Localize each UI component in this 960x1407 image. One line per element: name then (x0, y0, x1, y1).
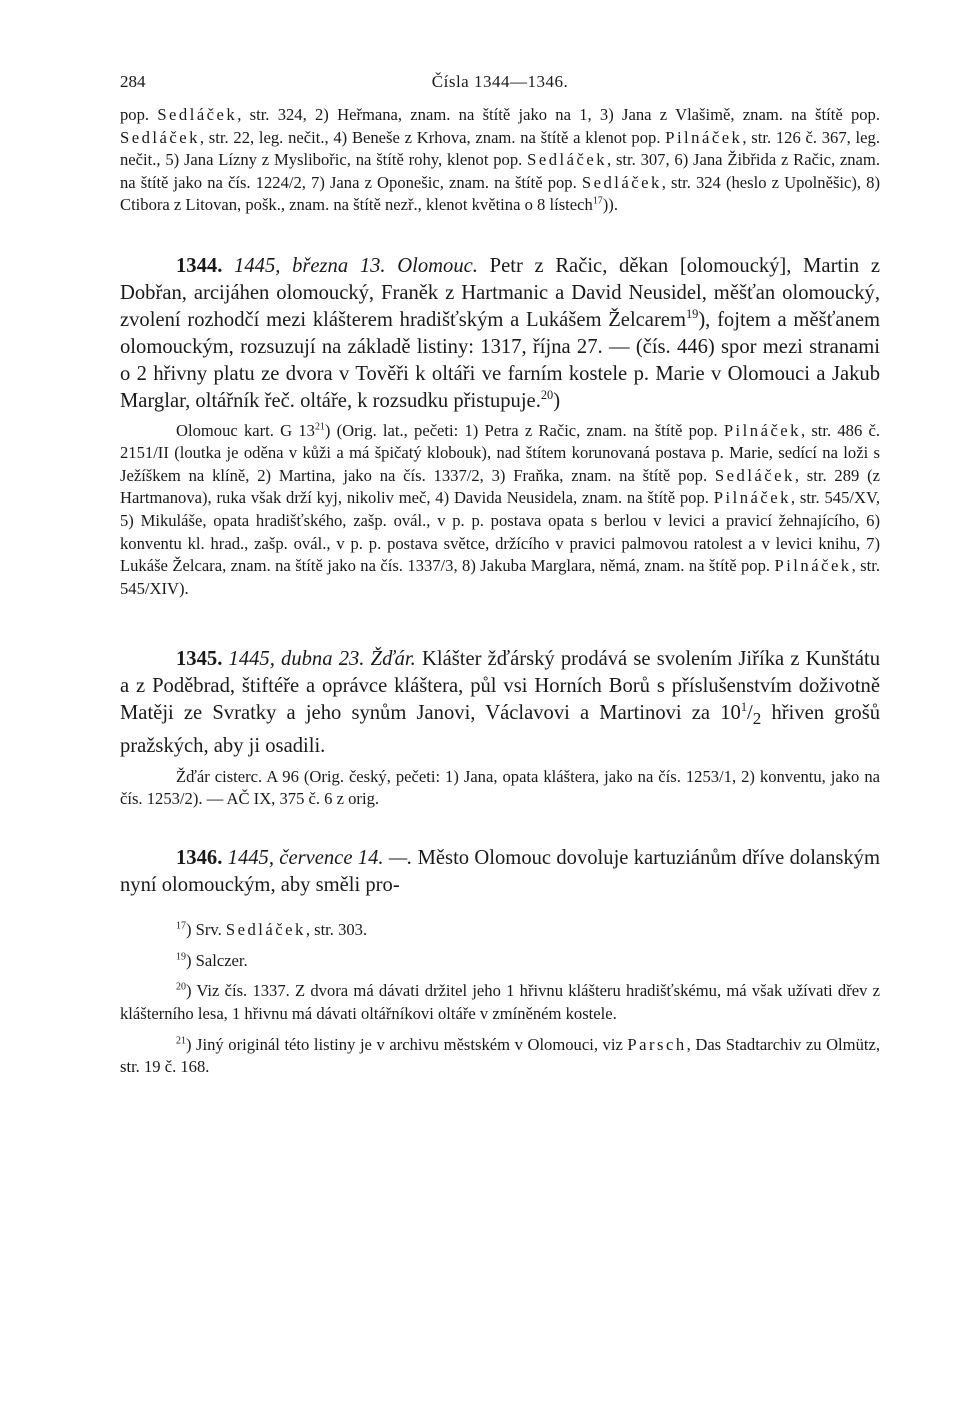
entry-1344-regest: 1344. 1445, března 13. Olomouc. Petr z Račic, děkan [olomoucký], Martin z Dobřan, arcijáhen olomoucký, Franěk z Hartmanic a David Neusidel, měšťan olomoucký, zvolení rozhodčí mezi klášterem hradišťským a Lukášem Želcarem$^{19}$), fojtem a měšťanem olomouckým, rozsuzují na základě listiny: 1317, října 27. — (čís. 446) spor mezi stranami o 2 hřivny platu ze dvora v Tověři k oltáři ve farním kostele p. Marie v Olomouci a Jakub Marglar, oltářník řeč. oltáře, k rozsudku přistupuje.$^{20}$) (120, 254, 881, 413)
footnote-mark: 17 (176, 920, 186, 932)
entry-date: 1445, července 14. —. (227, 846, 413, 869)
footnote-ref: 19 (685, 307, 699, 322)
author-name: Sedláček (225, 920, 306, 940)
footnote-ref: 17 (592, 195, 603, 207)
footnote: $^{17}$) Srv. Sedláček, str. 303. (176, 920, 368, 940)
document-page (120, 72, 880, 1087)
page-header (120, 72, 880, 102)
author-name: Sedláček (527, 150, 607, 170)
entry-date: 1445, dubna 23. Žďár. (228, 648, 416, 671)
footnote-mark: 19 (176, 951, 186, 963)
author-name: Sedláček (714, 465, 795, 485)
author-name: Pilnáček (665, 127, 743, 147)
footnote-ref: 20 (540, 388, 554, 403)
entry-1345-source: Žďár cisterc. A 96 (Orig. český, pečeti: 1) Jana, opata kláštera, jako na čís. 1253/1, 2) konventu, jako na čís. 1253/2). — AČ IX, 375 č. 6 z orig. (120, 766, 880, 809)
continued-seal-note: pop. Sedláček, str. 324, 2) Heřmana, znam. na štítě jako na 1, 3) Jana z Vlašimě, znam. na štítě pop. Sedláček, str. 22, leg. nečit., 4) Beneše z Krhova, znam. na štítě a klenot pop. Pilnáček, str. 126 č. 367, leg. nečit., 5) Jana Lízny z Myslibořic, na štítě rohy, klenot pop. Sedláček, str. 307, 6) Jana Žibřida z Račic, znam. na štítě jako na čís. 1224/2, 7) Jana z Oponešic, znam. na štítě pop. Sedláček, str. 324 (heslo z Upolněšic), 8) Ctibora z Litovan, pošk., znam. na štítě nezř., klenot květina o 8 lístech$^{17}$)). (120, 105, 880, 215)
author-name: Sedláček (581, 172, 662, 192)
running-title: Čísla 1344—1346. (431, 72, 569, 91)
entry-number: 1346. (176, 846, 223, 869)
author-name: Parsch (627, 1034, 687, 1054)
footnote: $^{19}$) Salczer. (176, 950, 248, 970)
author-name: Pilnáček (774, 556, 852, 576)
footnote: $^{20}$) Viz čís. 1337. Z dvora má dávati držitel jeho 1 hřivnu klášteru hradišťskému, má však užívati dřev z klášterního lesa, 1 hřivnu má dávati oltářníkovi oltáře v zmíněném kostele. (120, 981, 880, 1023)
footnote-ref: 21 (314, 421, 325, 432)
page-number: 284 (120, 72, 146, 91)
entry-1346-regest: 1346. 1445, července 14. —. Město Olomouc dovoluje kartuziánům dříve dolanským nyní olomouckým, aby směli pro- (120, 846, 880, 897)
footnote: $^{21}$) Jiný originál této listiny je v archivu městském v Olomouci, viz Parsch, Das Stadtarchiv zu Olmütz, str. 19 č. 168. (120, 1034, 880, 1077)
entry-1344-source: Olomouc kart. G $13^{21}$) (Orig. lat., pečeti: 1) Petra z Račic, znam. na štítě pop. Pilnáček, str. 486 č. 2151/II (loutka je oděna v kůži a má špičatý klobouk), nad štítem korunovaná postava p. Marie, sedící na loži s Ježíškem na klíně, 2) Martina, jako na čís. 1337/2, 3) Fraňka, znam. na štítě pop. Sedláček, str. 289 (z Hartmanova), ruka však drží kyj, nikoliv meč, 4) Davida Neusidela, znam. na štítě pop. Pilnáček, str. 545/XV, 5) Mikuláše, opata hradišťského, zašp. ovál., v p. p. postava opata s berlou v levici a pravicí žehnajícího, 6) konventu kl. hrad., zašp. ovál., v p. p. postava světce, držícího v pravici palmovou ratolest a v levici knihu, 7) Lukáše Želcara, znam. na štítě jako na čís. 1337/3, 8) Jakuba Marglara, němá, znam. na štítě pop. Pilnáček, str. 545/XIV). (120, 420, 881, 598)
footnote-mark: 20 (176, 981, 186, 993)
author-name: Sedláček (120, 127, 200, 147)
footnote-mark: 21 (176, 1034, 186, 1046)
entry-date: 1445, března 13. Olomouc. (234, 254, 478, 277)
author-name: Sedláček (157, 105, 238, 124)
entry-number: 1345. (176, 648, 223, 671)
author-name: Pilnáček (713, 488, 791, 508)
author-name: Pilnáček (723, 420, 801, 440)
footnotes (120, 919, 880, 1079)
entry-1345-regest: 1345. 1445, dubna 23. Žďár. Klášter žďárský prodává se svolením Jiříka z Kunštátu a z Poděbrad, štiftéře a oprávce kláštera, půl vsi Horních Borů s příslušenstvím doživotně Matěji ze Svratky a jeho synům Janovi, Václavovi a Martinovi za $10^1/_2$ hřiven grošů pražských, aby ji osadili. (120, 648, 881, 757)
entry-number: 1344. (176, 254, 223, 277)
